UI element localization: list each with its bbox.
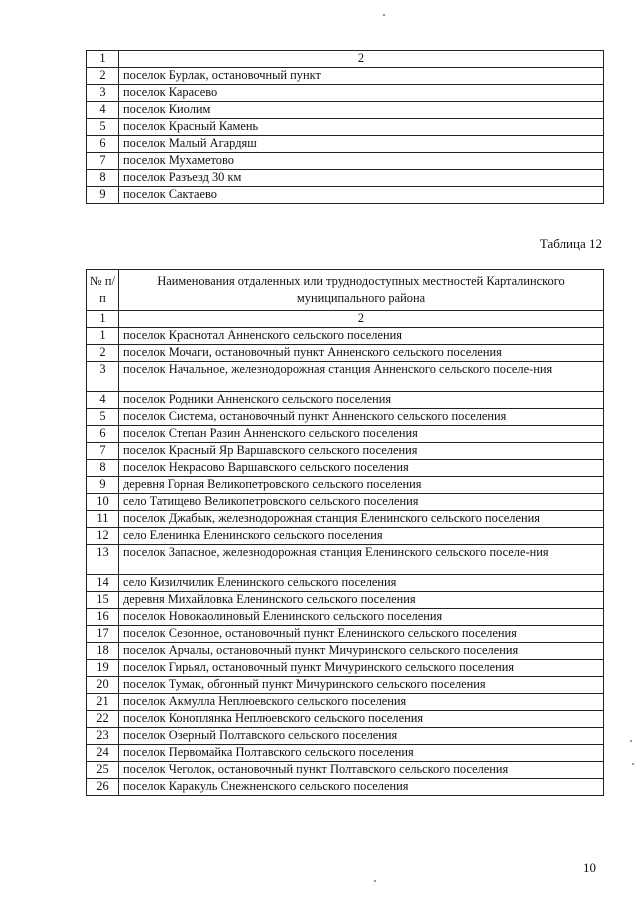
locality-name: поселок Киолим [119,102,604,119]
locality-name: поселок Система, остановочный пункт Анненского сельского поселения [119,409,604,426]
row-number: 20 [87,677,119,694]
row-number: 8 [87,170,119,187]
table-row [87,345,604,362]
table-row [87,477,604,494]
table-row [87,102,604,119]
table-row [87,494,604,511]
locality-name: поселок Бурлак, остановочный пункт [119,68,604,85]
row-number: 16 [87,609,119,626]
table-row [87,170,604,187]
locality-name: поселок Тумак, обгонный пункт Мичуринского сельского поселения [119,677,604,694]
row-number: 4 [87,102,119,119]
table-row [87,728,604,745]
scan-speck [374,880,376,882]
locality-name: поселок Начальное, железнодорожная станция Анненского сельского поселе-ния [119,362,604,392]
scan-speck [383,14,385,16]
table-row [87,545,604,575]
table-row [87,643,604,660]
row-number: 19 [87,660,119,677]
locality-name: поселок Сактаево [119,187,604,204]
row-number: 13 [87,545,119,575]
row-number: 3 [87,362,119,392]
locality-name: поселок Арчалы, остановочный пункт Мичуринского сельского поселения [119,643,604,660]
locality-name: поселок Чеголок, остановочный пункт Полтавского сельского поселения [119,762,604,779]
table-row [87,68,604,85]
table-row [87,392,604,409]
table-row [87,745,604,762]
locality-name: поселок Джабык, железнодорожная станция Еленинского сельского поселения [119,511,604,528]
locality-name: поселок Мочаги, остановочный пункт Анненского сельского поселения [119,345,604,362]
table-row [87,328,604,345]
table-index-row [87,51,604,68]
table-row [87,762,604,779]
page-number: 10 [583,860,596,875]
table-row [87,443,604,460]
locality-name: поселок Малый Агардяш [119,136,604,153]
locality-name: поселок Краснотал Анненского сельского поселения [119,328,604,345]
row-number: 12 [87,528,119,545]
row-number: 5 [87,119,119,136]
row-number: 23 [87,728,119,745]
locality-name: деревня Горная Великопетровского сельского поселения [119,477,604,494]
locality-name: село Татищево Великопетровского сельского поселения [119,494,604,511]
table-continuation [86,50,604,204]
row-number: 2 [87,345,119,362]
table-row [87,660,604,677]
locality-name: поселок Степан Разин Анненского сельского поселения [119,426,604,443]
locality-name: поселок Озерный Полтавского сельского поселения [119,728,604,745]
table-row [87,136,604,153]
column-index-cell: 1 [87,51,119,68]
column-index-cell: 1 [87,311,119,328]
table-row [87,609,604,626]
table-row [87,362,604,392]
locality-name: поселок Сезонное, остановочный пункт Еленинского сельского поселения [119,626,604,643]
localities-table [86,269,604,796]
table-row [87,677,604,694]
table-caption: Таблица 12 [539,236,602,251]
table-row [87,511,604,528]
locality-name: поселок Некрасово Варшавского сельского поселения [119,460,604,477]
row-number: 26 [87,779,119,796]
locality-name: поселок Каракуль Снежненского сельского поселения [119,779,604,796]
table-row [87,575,604,592]
row-number: 7 [87,443,119,460]
table-index-row [87,311,604,328]
locality-name: поселок Акмулла Неплюевского сельского поселения [119,694,604,711]
table-row [87,426,604,443]
table-row [87,779,604,796]
column-header-number: № п/п [87,270,119,311]
row-number: 3 [87,85,119,102]
row-number: 1 [87,328,119,345]
row-number: 6 [87,426,119,443]
locality-name: поселок Разъезд 30 км [119,170,604,187]
scan-speck [632,763,634,765]
row-number: 21 [87,694,119,711]
row-number: 11 [87,511,119,528]
locality-name: поселок Коноплянка Неплюевского сельского поселения [119,711,604,728]
locality-name: поселок Красный Камень [119,119,604,136]
table-header-row [87,270,604,311]
locality-name: село Еленинка Еленинского сельского поселения [119,528,604,545]
row-number: 24 [87,745,119,762]
table-row [87,694,604,711]
row-number: 9 [87,187,119,204]
table-row [87,153,604,170]
locality-name: поселок Новокаолиновый Еленинского сельского поселения [119,609,604,626]
locality-name: село Кизилчилик Еленинского сельского поселения [119,575,604,592]
row-number: 8 [87,460,119,477]
row-number: 18 [87,643,119,660]
locality-name: поселок Гирьял, остановочный пункт Мичуринского сельского поселения [119,660,604,677]
table-row [87,711,604,728]
table-row [87,528,604,545]
row-number: 5 [87,409,119,426]
row-number: 2 [87,68,119,85]
locality-name: деревня Михайловка Еленинского сельского поселения [119,592,604,609]
table-row [87,460,604,477]
table-row [87,119,604,136]
locality-name: поселок Родники Анненского сельского поселения [119,392,604,409]
locality-name: поселок Первомайка Полтавского сельского поселения [119,745,604,762]
row-number: 15 [87,592,119,609]
locality-name: поселок Красный Яр Варшавского сельского поселения [119,443,604,460]
row-number: 14 [87,575,119,592]
locality-name: поселок Карасево [119,85,604,102]
scan-speck [630,740,632,742]
row-number: 4 [87,392,119,409]
row-number: 22 [87,711,119,728]
table-row [87,85,604,102]
row-number: 6 [87,136,119,153]
row-number: 25 [87,762,119,779]
column-index-cell: 2 [119,51,604,68]
table-row [87,626,604,643]
table-row [87,592,604,609]
table-row [87,187,604,204]
row-number: 7 [87,153,119,170]
table-row [87,409,604,426]
locality-name: поселок Запасное, железнодорожная станция Еленинского сельского поселе-ния [119,545,604,575]
row-number: 9 [87,477,119,494]
column-index-cell: 2 [119,311,604,328]
row-number: 17 [87,626,119,643]
row-number: 10 [87,494,119,511]
locality-name: поселок Мухаметово [119,153,604,170]
column-header-name: Наименования отдаленных или труднодоступных местностей Карталинского муниципального района [119,270,604,311]
